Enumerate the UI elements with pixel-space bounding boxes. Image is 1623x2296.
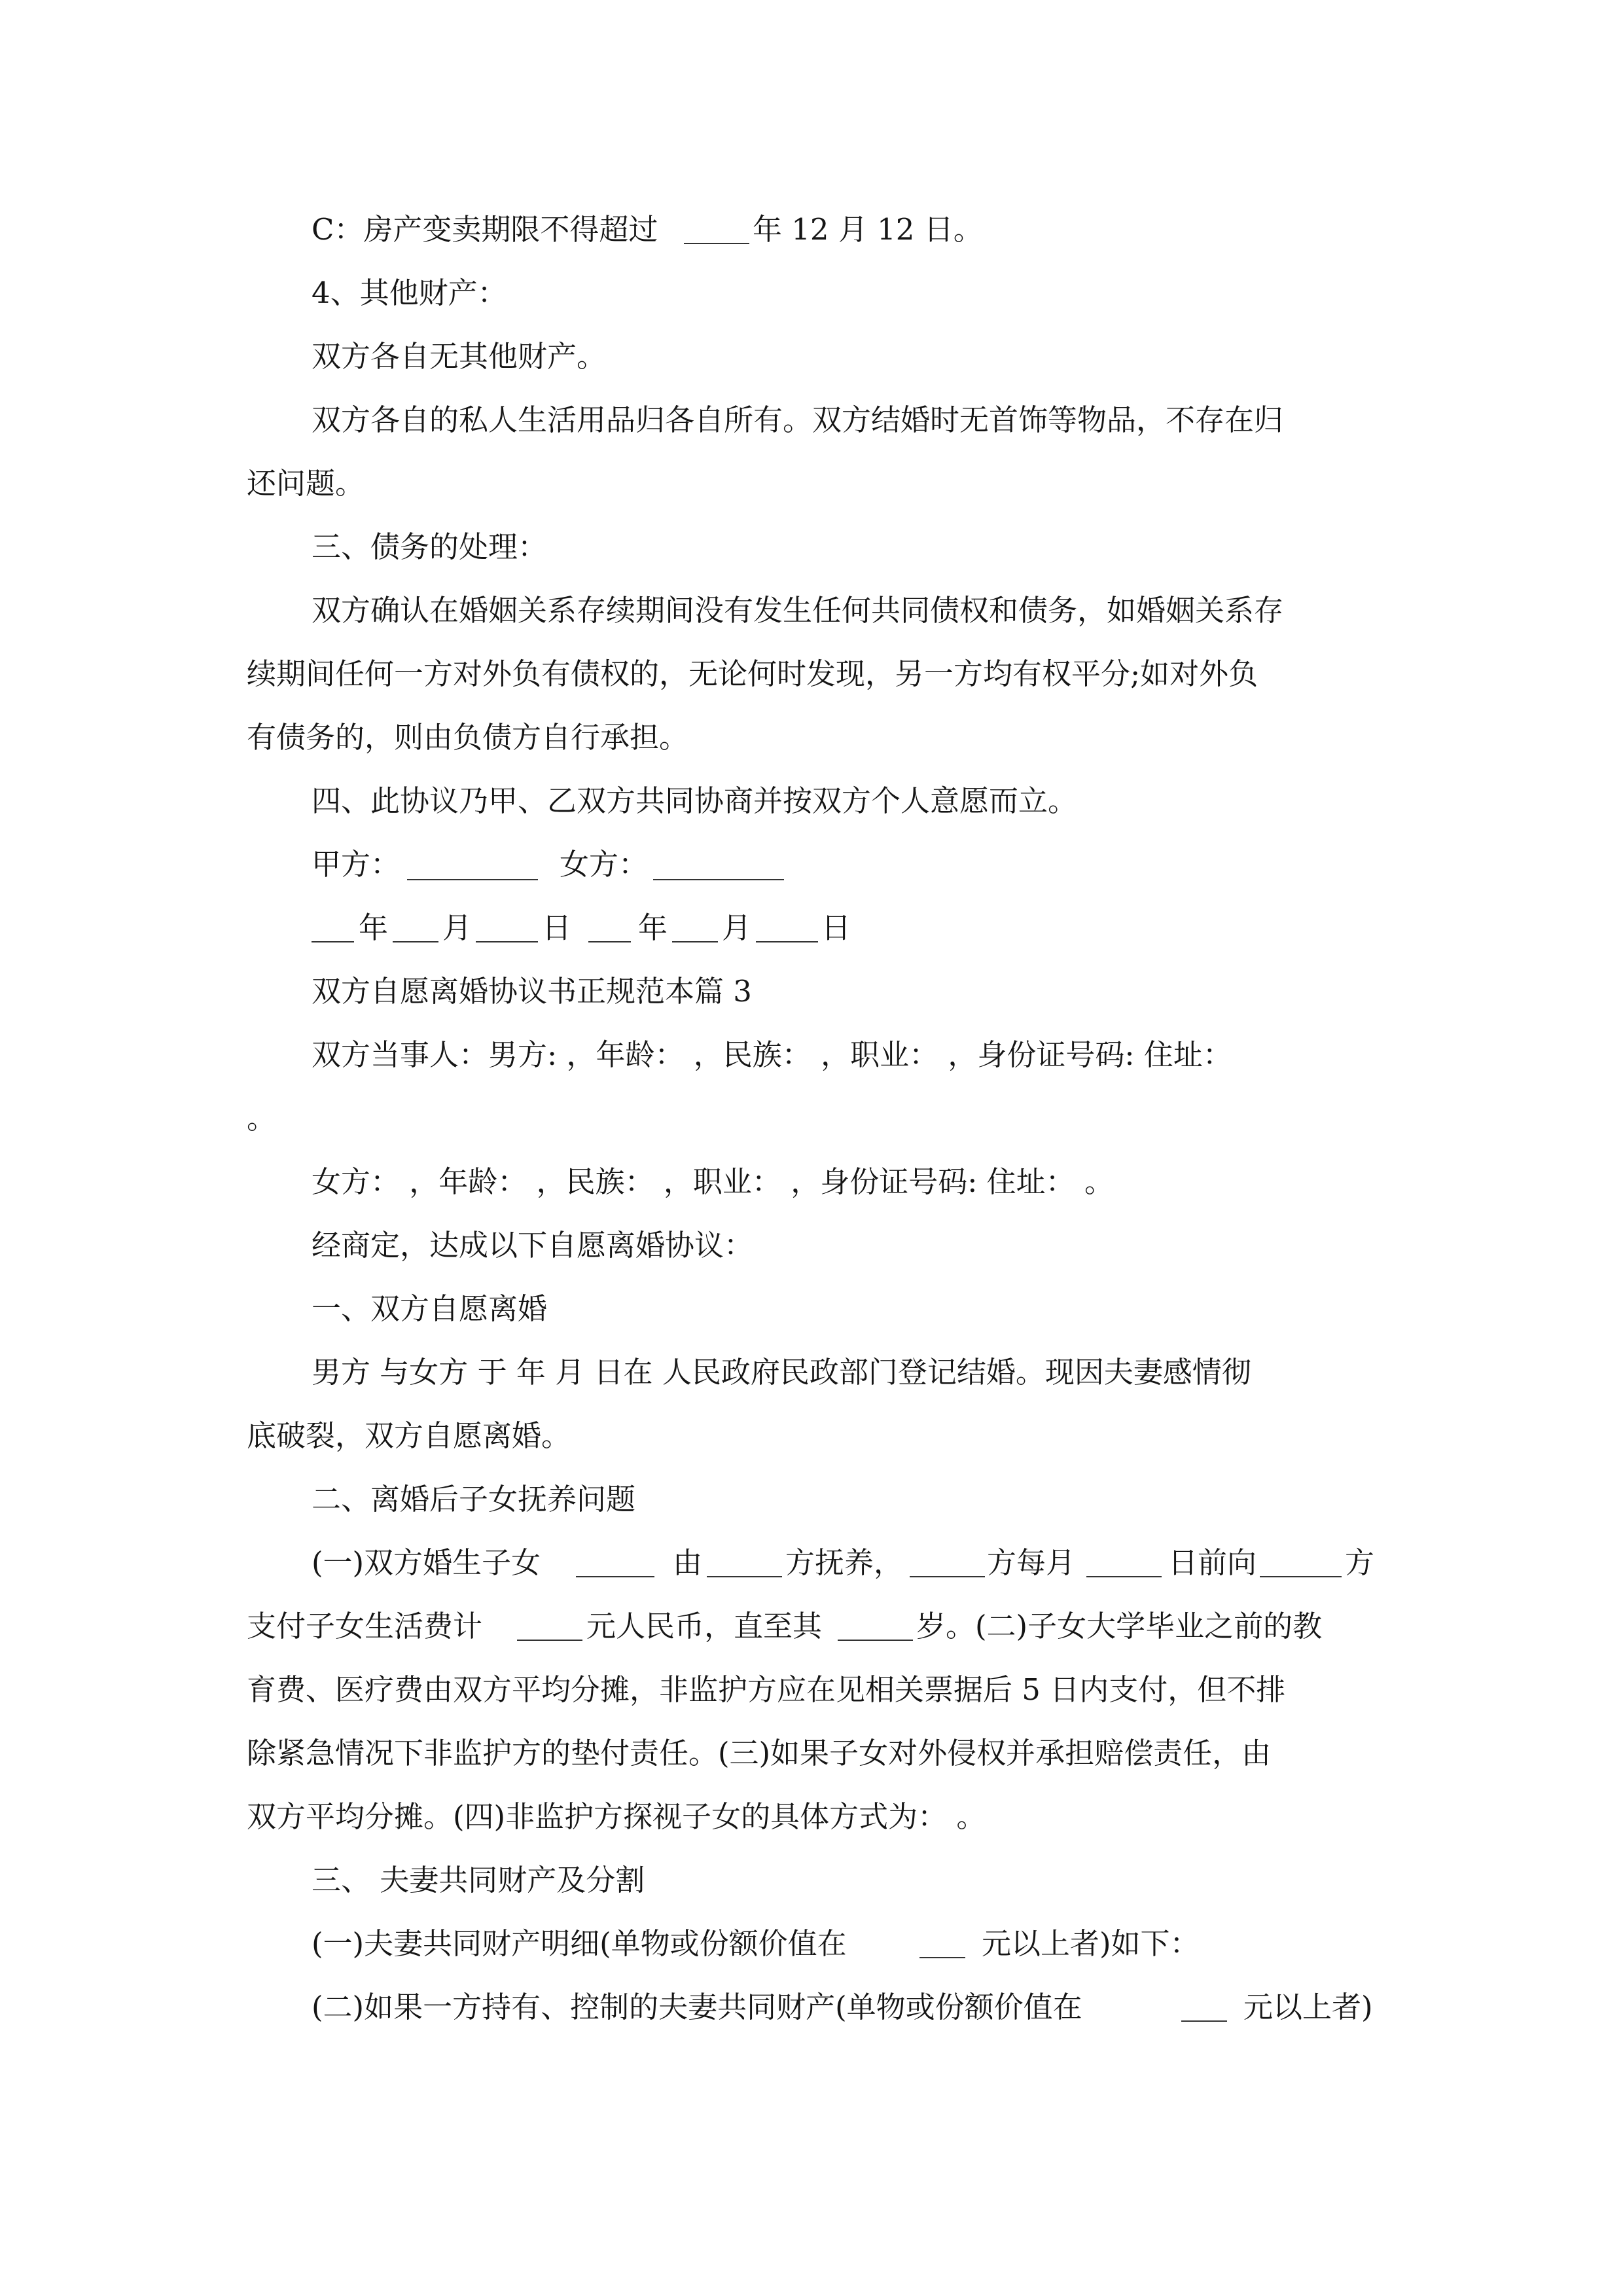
section-heading [0, 1289, 1623, 1329]
text-segment: 一、双方自愿离婚 [312, 1291, 548, 1326]
text-line [0, 1607, 1623, 1646]
text-segment: 三、 夫妻共同财产及分割 [312, 1863, 645, 1897]
text-segment: 双方各自无其他财产。 [312, 339, 607, 374]
text-segment: 双方当事人：男方: ，年龄： ，民族： ，职业： ，身份证号码: 住址： [312, 1037, 1232, 1072]
fill-in-blank [1086, 1576, 1162, 1577]
fill-in-blank [838, 1640, 913, 1641]
text-line [0, 401, 1623, 440]
section-heading [0, 781, 1623, 821]
text-segment: 方每月 [987, 1545, 1076, 1580]
text-segment: 。 [247, 1101, 277, 1136]
signature-line [0, 845, 1623, 884]
text-segment: 月 [442, 910, 473, 945]
text-segment: 年 [359, 910, 389, 945]
text-segment: 二、离婚后子女抚养问题 [312, 1482, 636, 1516]
text-segment: 日前向 [1168, 1545, 1257, 1580]
text-line [0, 337, 1623, 376]
text-segment: 年 12 月 12 日。 [753, 212, 983, 247]
text-segment: 日 [542, 910, 572, 945]
text-segment: (一)双方婚生子女 [312, 1545, 541, 1580]
text-segment: 由 [673, 1545, 703, 1580]
fill-in-blank [407, 879, 538, 880]
text-segment: 方抚养， [785, 1545, 904, 1580]
text-segment: 双方平均分摊。(四)非监护方探视子女的具体方式为： 。 [247, 1799, 986, 1834]
section-heading [0, 1861, 1623, 1900]
fill-in-blank [756, 941, 818, 942]
text-segment: 经商定，达成以下自愿离婚协议： [312, 1228, 754, 1263]
text-segment: 还问题。 [247, 466, 365, 501]
text-line [0, 1353, 1623, 1392]
text-segment: 方 [1345, 1545, 1375, 1580]
fill-in-blank [919, 1957, 965, 1958]
text-segment: 岁。(二)子女大学毕业之前的教 [916, 1609, 1323, 1643]
text-segment: 育费、医疗费由双方平均分摊，非监护方应在见相关票据后 5 日内支付，但不排 [247, 1672, 1286, 1707]
fill-in-blank [684, 243, 749, 244]
fill-in-blank [588, 941, 631, 942]
text-line [0, 210, 1623, 249]
text-line [0, 1670, 1623, 1710]
text-line [0, 1099, 1623, 1138]
text-line [0, 1035, 1623, 1075]
text-segment: 四、此协议乃甲、乙双方共同协商并按双方个人意愿而立。 [312, 783, 1078, 818]
text-segment: 元以上者)如下： [982, 1926, 1200, 1961]
text-line [0, 1924, 1623, 1964]
text-segment: 底破裂，双方自愿离婚。 [247, 1418, 571, 1453]
text-segment: C：房产变卖期限不得超过 [312, 212, 658, 247]
document-subtitle [0, 972, 1623, 1011]
text-segment: 续期间任何一方对外负有债权的，无论何时发现，另一方均有权平分;如对外负 [247, 656, 1258, 691]
text-line [0, 1734, 1623, 1773]
text-line [0, 1226, 1623, 1265]
text-segment: (一)夫妻共同财产明细(单物或份额价值在 [312, 1926, 847, 1961]
section-heading [0, 528, 1623, 567]
fill-in-blank [393, 941, 438, 942]
text-segment: 有债务的，则由负债方自行承担。 [247, 720, 689, 755]
fill-in-blank [910, 1576, 985, 1577]
text-segment: 4、其他财产： [312, 276, 507, 310]
text-line [0, 1543, 1623, 1583]
text-line [0, 1162, 1623, 1202]
text-segment: (二)如果一方持有、控制的夫妻共同财产(单物或份额价值在 [312, 1990, 1082, 2024]
text-segment: 女方： ，年龄： ，民族： ，职业： ，身份证号码: 住址： 。 [312, 1164, 1114, 1199]
fill-in-blank [1181, 2020, 1227, 2022]
fill-in-blank [672, 941, 718, 942]
text-segment: 双方确认在婚姻关系存续期间没有发生任何共同债权和债务，如婚姻关系存 [312, 593, 1284, 628]
section-heading [0, 274, 1623, 313]
text-segment: 男方 与女方 于 年 月 日在 人民政府民政部门登记结婚。现因夫妻感情彻 [312, 1355, 1251, 1390]
text-segment: 年 [638, 910, 668, 945]
fill-in-blank [312, 941, 354, 942]
text-segment: 双方自愿离婚协议书正规范本篇 3 [312, 974, 752, 1009]
text-segment: 支付子女生活费计 [247, 1609, 483, 1643]
text-segment: 三、债务的处理： [312, 529, 548, 564]
text-segment: 甲方： [312, 847, 401, 882]
section-heading [0, 1480, 1623, 1519]
fill-in-blank [707, 1576, 782, 1577]
text-segment: 元人民币，直至其 [586, 1609, 823, 1643]
text-line [0, 718, 1623, 757]
fill-in-blank [653, 879, 784, 880]
text-line [0, 1416, 1623, 1456]
text-line [0, 1988, 1623, 2027]
text-segment: 女方： [560, 847, 649, 882]
text-segment: 除紧急情况下非监护方的垫付责任。(三)如果子女对外侵权并承担赔偿责任，由 [247, 1736, 1272, 1770]
fill-in-blank [476, 941, 538, 942]
text-segment: 日 [821, 910, 851, 945]
text-line [0, 1797, 1623, 1837]
text-line [0, 591, 1623, 630]
text-line [0, 655, 1623, 694]
text-segment: 月 [722, 910, 752, 945]
text-segment: 双方各自的私人生活用品归各自所有。双方结婚时无首饰等物品，不存在归 [312, 403, 1284, 437]
text-segment: 元以上者) [1243, 1990, 1373, 2024]
date-line [0, 908, 1623, 948]
text-line [0, 464, 1623, 503]
fill-in-blank [1260, 1576, 1342, 1577]
fill-in-blank [576, 1576, 654, 1577]
fill-in-blank [517, 1640, 582, 1641]
